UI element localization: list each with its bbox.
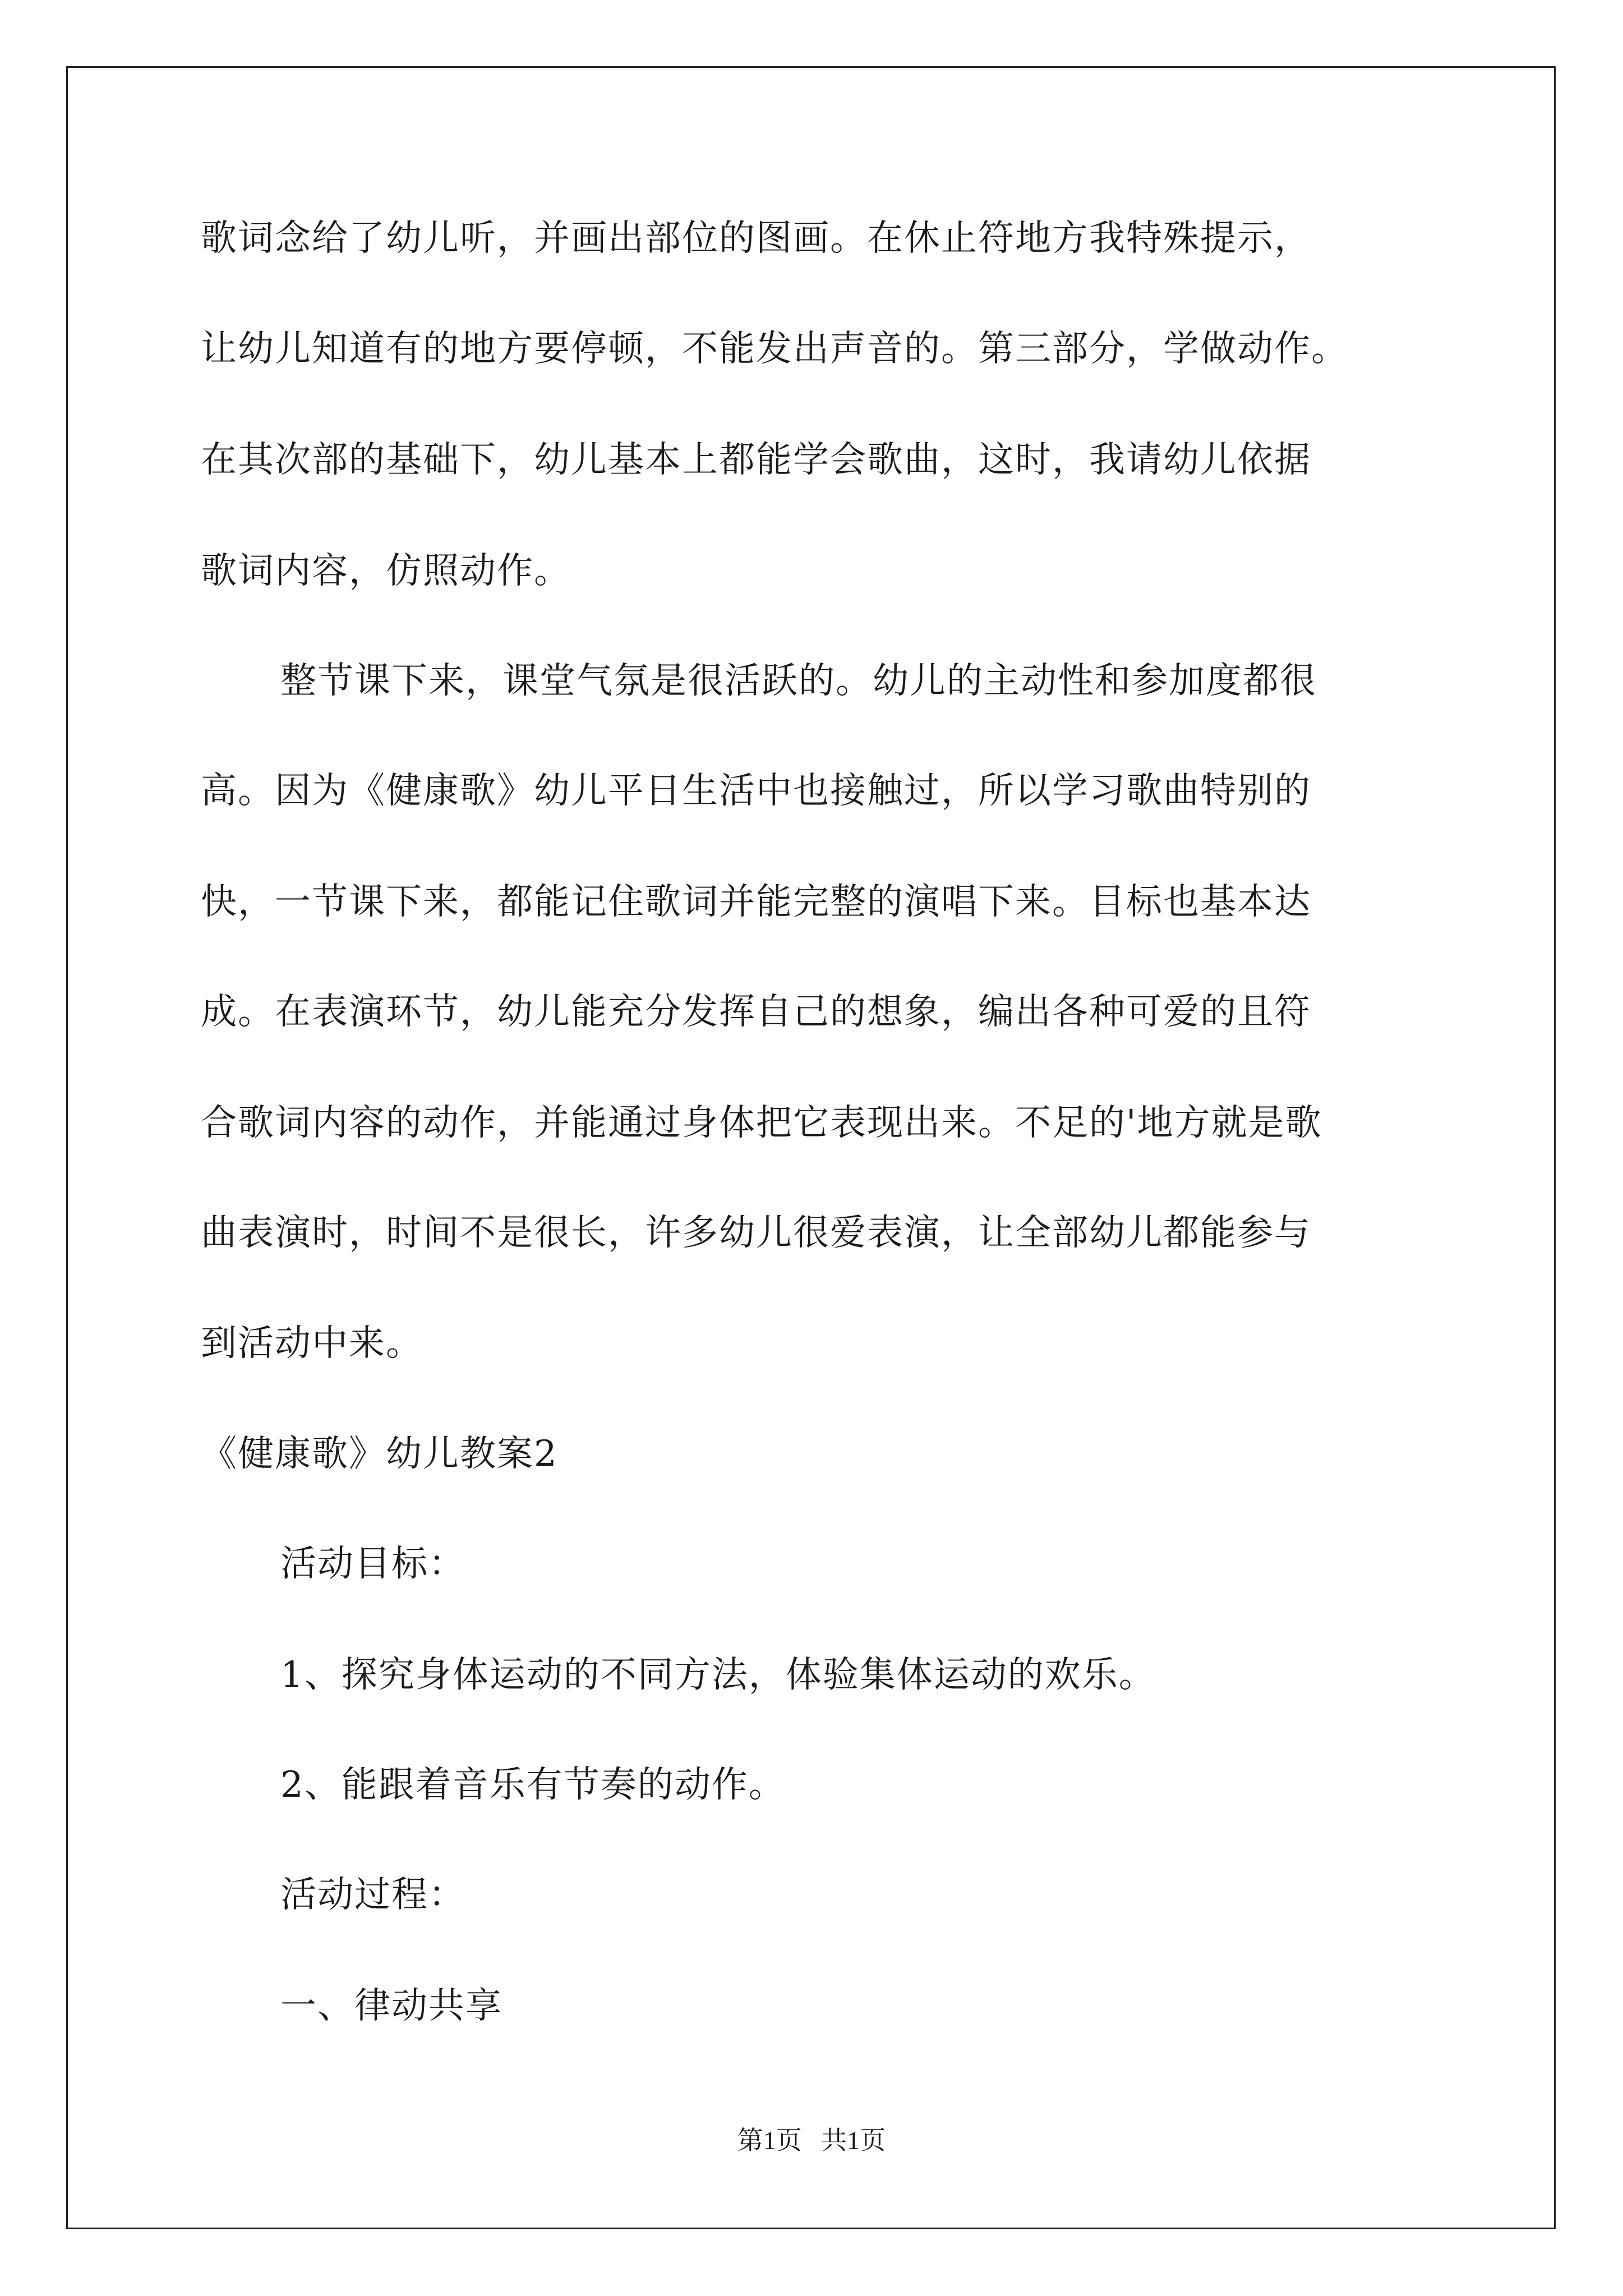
section-heading: 《健康歌》幼儿教案2	[201, 1433, 558, 1475]
process-item-1: 一、律动共享	[280, 1985, 502, 2027]
paragraph-line: 到活动中来。	[201, 1323, 423, 1364]
paragraph-line: 歌词内容，仿照动作。	[201, 550, 571, 592]
goal-item-1: 1、探究身体运动的不同方法，体验集体运动的欢乐。	[280, 1654, 1156, 1696]
paragraph-line: 合歌词内容的动作，并能通过身体把它表现出来。不足的'地方就是歌	[201, 1102, 1322, 1144]
paragraph-line: 成。在表演环节，幼儿能充分发挥自己的想象，编出各种可爱的且符	[201, 991, 1311, 1033]
goals-label: 活动目标：	[280, 1543, 465, 1585]
paragraph-line: 让幼儿知道有的地方要停顿，不能发出声音的。第三部分，学做动作。	[201, 328, 1348, 370]
process-label: 活动过程：	[280, 1874, 465, 1916]
paragraph-line: 高。因为《健康歌》幼儿平日生活中也接触过，所以学习歌曲特别的	[201, 770, 1311, 812]
goal-item-2: 2、能跟着音乐有节奏的动作。	[280, 1764, 786, 1806]
paragraph-line: 歌词念给了幼儿听，并画出部位的图画。在休止符地方我特殊提示，	[201, 218, 1311, 259]
page-number-footer: 第1页 共1页	[737, 2126, 886, 2155]
paragraph-line: 快，一节课下来，都能记住歌词并能完整的演唱下来。目标也基本达	[201, 881, 1311, 923]
paragraph-line: 曲表演时，时间不是很长，许多幼儿很爱表演，让全部幼儿都能参与	[201, 1212, 1311, 1254]
paragraph-line: 整节课下来，课堂气氛是很活跃的。幼儿的主动性和参加度都很	[280, 660, 1317, 702]
paragraph-line: 在其次部的基础下，幼儿基本上都能学会歌曲，这时，我请幼儿依据	[201, 439, 1311, 481]
